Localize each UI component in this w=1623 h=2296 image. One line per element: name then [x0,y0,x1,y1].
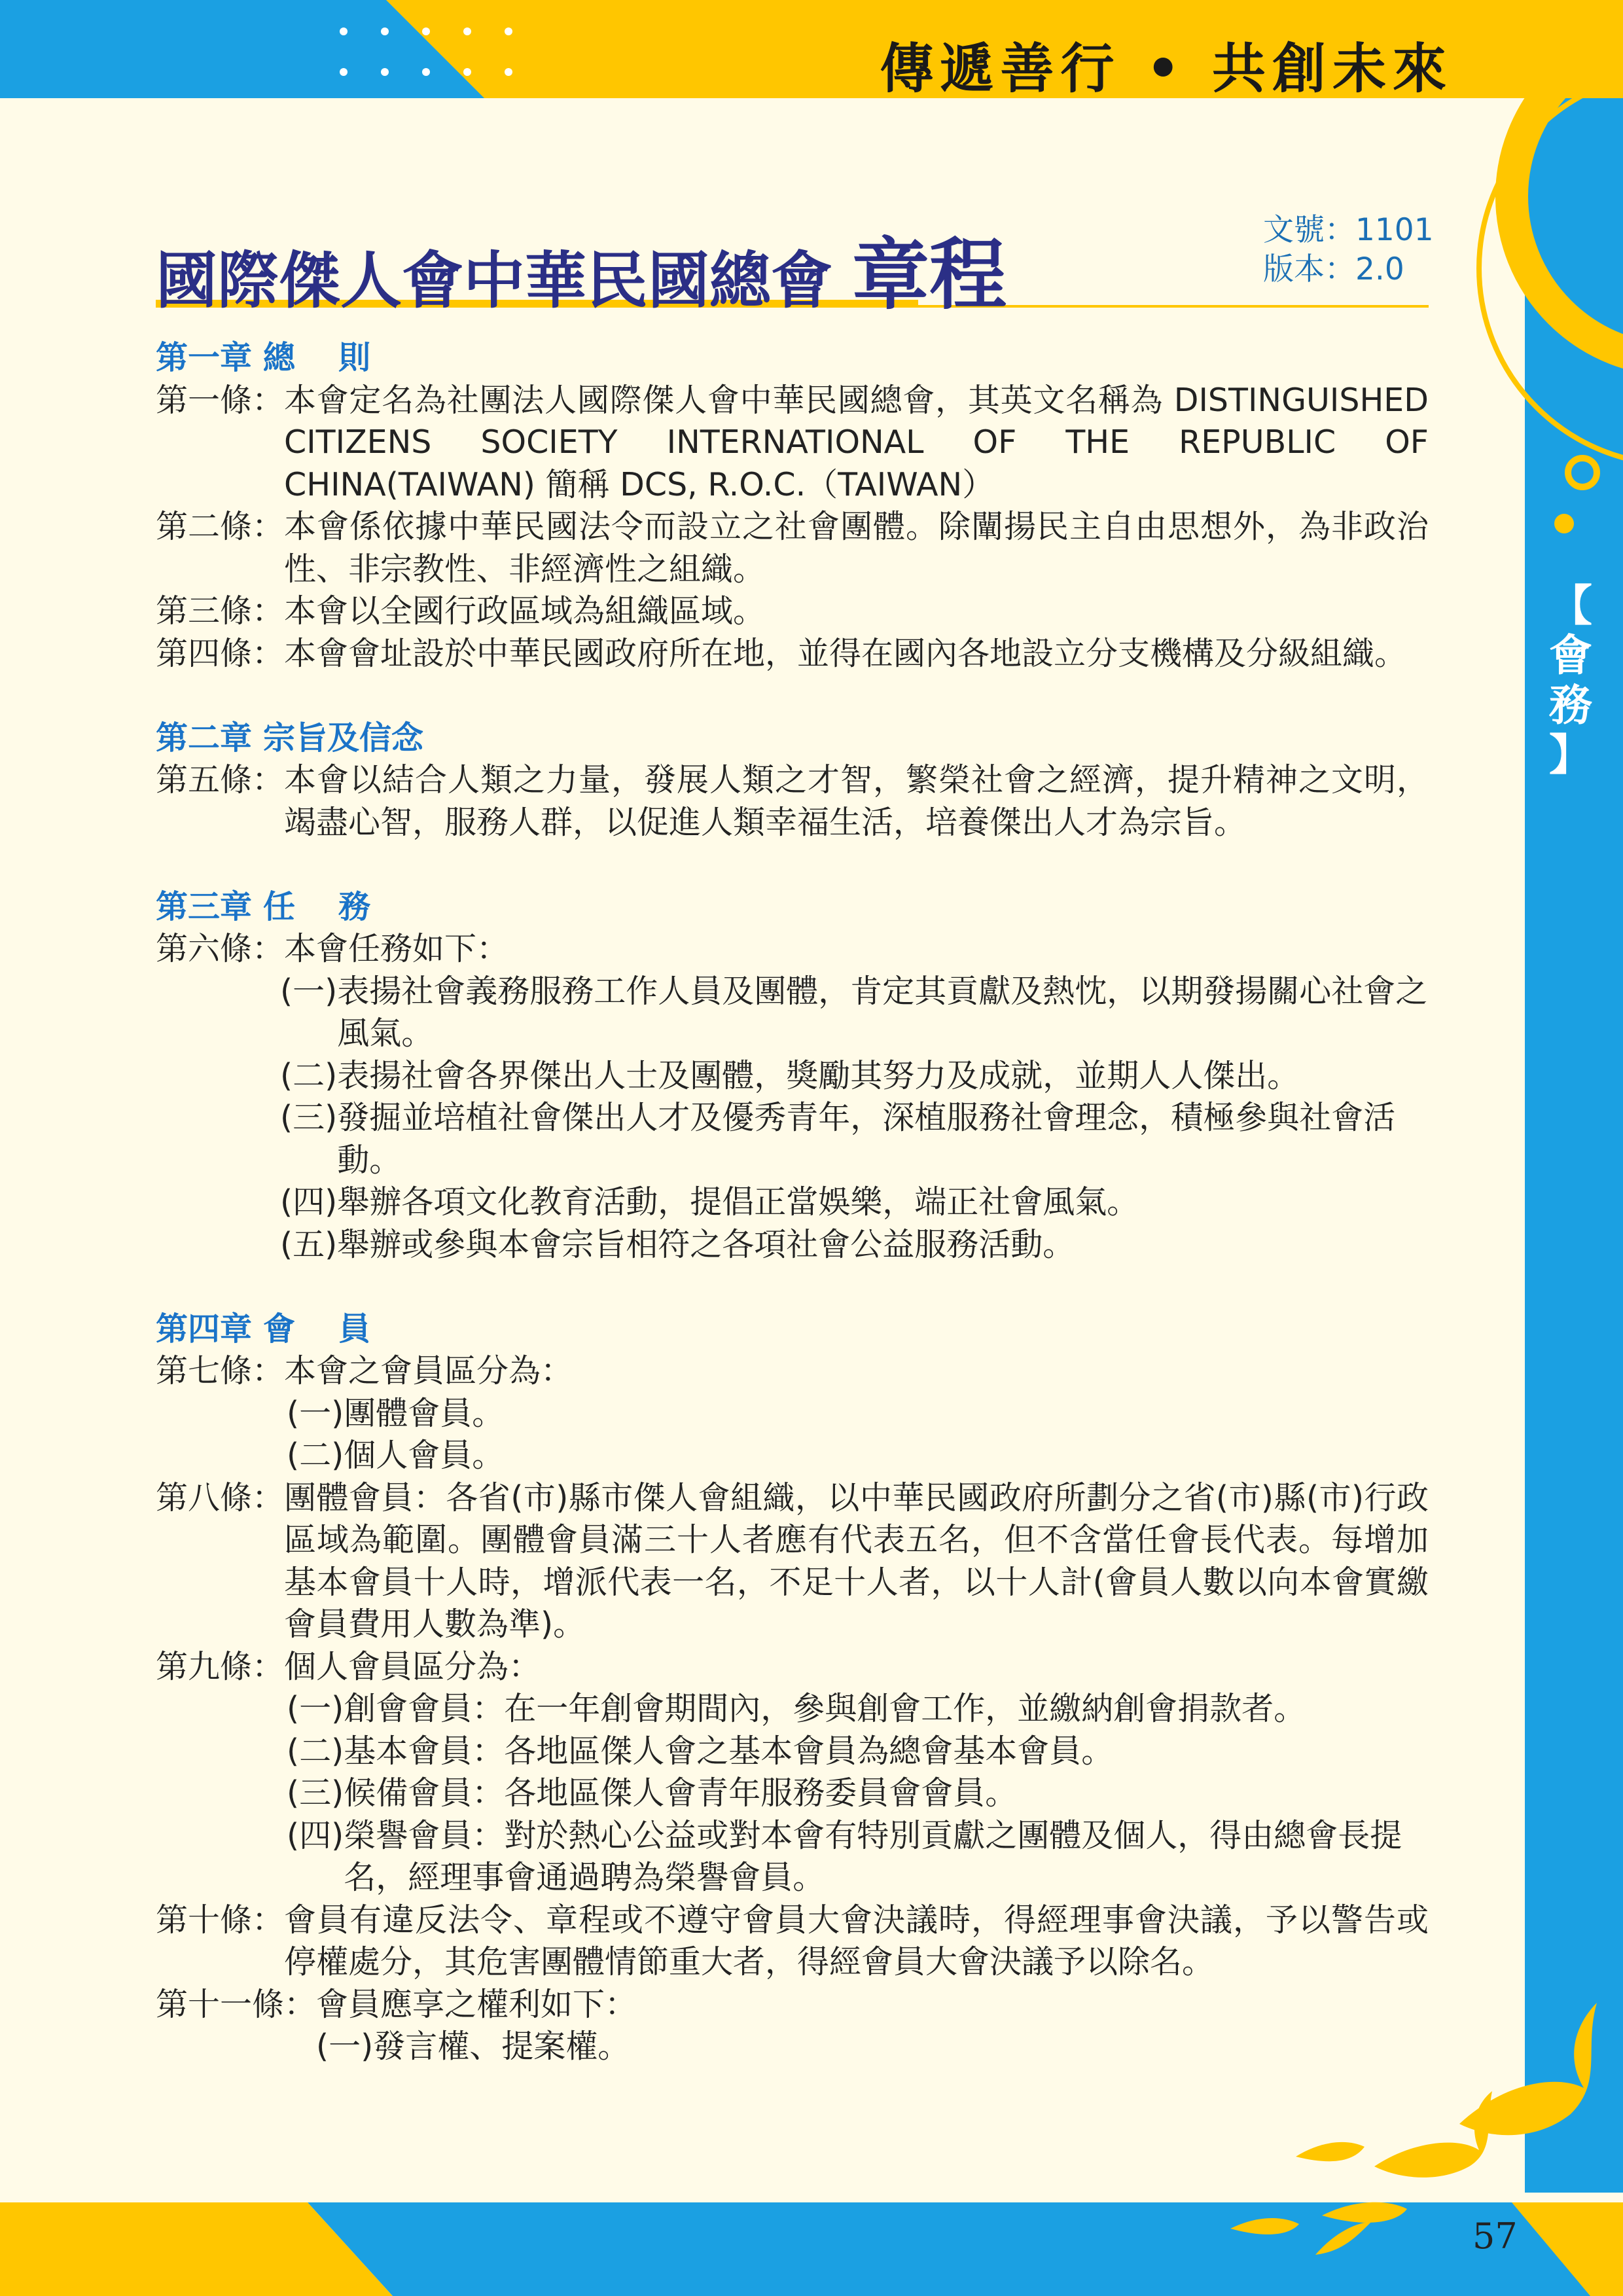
article [156,759,1429,844]
section-tag-char-2: 務 [1549,679,1592,730]
item-text: 基本會員：各地區傑人會之基本會員為總會基本會員。 [344,1732,1114,1770]
article [156,1646,1429,1689]
item-number: (二) [287,1732,344,1770]
spacer [156,1266,1429,1308]
article-text: 本會任務如下： [284,930,509,967]
article-label: 第四條： [156,634,285,672]
title-main: 國際傑人會中華民國總會 [156,245,833,317]
article [156,380,1429,507]
article [156,1477,1429,1646]
item-number: (二) [287,1437,344,1474]
chapter-heading: 第二章 宗旨及信念 [156,719,424,757]
doc-info [1263,211,1434,289]
article-text: 本會係依據中華民國法令而設立之社會團體。除闡揚民主自由思想外，為非政治性、非宗教性、非經濟性之組織。 [284,508,1429,588]
article-text: 本會以全國行政區域為組織區域。 [284,592,766,630]
doc-version: 版本：2.0 [1263,251,1404,288]
list-item [287,1772,1429,1815]
list-item [280,1181,1429,1224]
list-item [280,1055,1429,1098]
list-item [280,971,1429,1055]
list-item [287,1393,1429,1435]
item-text: 發言權、提案權。 [373,2028,630,2065]
item-text: 表揚社會各界傑出人士及團體，獎勵其努力及成就，並期人人傑出。 [337,1056,1300,1094]
deco-small-dot [1554,514,1574,533]
list-item [280,1097,1429,1181]
chapter-heading: 第四章 會 員 [156,1310,371,1348]
article-text: 本會以結合人類之力量，發展人類之才智，繁榮社會之經濟，提升精神之文明，竭盡心智，服務人群，以促進人類幸福生活，培養傑出人才為宗旨。 [284,761,1429,841]
section-tag-char-1: 會 [1549,630,1592,681]
section-tag-close: 】 [1549,729,1592,780]
page-number: 57 [1472,2215,1518,2257]
item-text: 團體會員。 [344,1394,505,1432]
item-number: (四) [280,1183,338,1221]
article-label: 第六條： [156,930,285,967]
list-item [280,1224,1429,1266]
item-text: 舉辦或參與本會宗旨相符之各項社會公益服務活動。 [337,1225,1075,1263]
list-item [287,1435,1429,1477]
footer-yellow-band [308,2202,1623,2296]
article [156,590,1429,633]
list-item [316,2026,1429,2068]
article-label: 第十一條： [156,1985,317,2023]
article-label: 第一條： [156,381,285,419]
article-text: 團體會員：各省(市)縣市傑人會組織，以中華民國政府所劃分之省(市)縣(市)行政區域為範圍。團體會員滿三十人者應有代表五名，但不含當任會長代表。每增加基本會員十人時，增派代表一名，不足十人者，以十人計(會員人數以向本會實繳會員費用人數為準)。 [284,1479,1429,1643]
item-text: 創會會員：在一年創會期間內，參與創會工作，並繳納創會捐款者。 [344,1690,1306,1727]
item-number: (四) [287,1816,344,1854]
item-text: 舉辦各項文化教育活動，提倡正當娛樂，端正社會風氣。 [337,1183,1139,1221]
item-number: (二) [280,1056,338,1094]
article-label: 第五條： [156,761,285,798]
item-number: (一) [287,1394,344,1432]
header-motto: 傳遞善行 • 共創未來 [880,37,1453,100]
article-text: 本會會址設於中華民國政府所在地，並得在國內各地設立分支機構及分級組織。 [284,634,1407,672]
section-tag-open: 【 [1549,581,1592,631]
chapter-heading: 第三章 任 務 [156,888,371,925]
item-text: 個人會員。 [344,1437,505,1474]
article-text: 本會之會員區分為： [284,1352,573,1390]
spacer [156,675,1429,717]
list-item [287,1731,1429,1773]
list-item [287,1815,1429,1899]
item-number: (三) [287,1774,344,1812]
article-text: 會員有違反法令、章程或不遵守會員大會決議時，得經理事會決議，予以警告或停權處分，其危害團體情節重大者，得經會員大會決議予以除名。 [284,1901,1429,1981]
bylaws-content [156,337,1429,2068]
article-label: 第八條： [156,1479,285,1516]
article-label: 第十條： [156,1901,285,1939]
doc-number: 文號：1101 [1263,212,1434,248]
item-number: (一) [287,1690,344,1727]
item-number: (一) [280,972,338,1010]
section-tag [1535,581,1607,780]
article-text: 會員應享之權利如下： [316,1985,637,2023]
article-label: 第二條： [156,508,285,545]
article-label: 第九條： [156,1647,285,1685]
list-item [287,1688,1429,1731]
item-number: (一) [316,2028,374,2065]
article-label: 第三條： [156,592,285,630]
article-label: 第七條： [156,1352,285,1390]
article [156,633,1429,675]
article [156,928,1429,971]
page-title [156,213,1007,324]
article [156,506,1429,590]
article [156,1899,1429,1984]
article [156,1350,1429,1393]
article-text: 本會定名為社團法人國際傑人會中華民國總會，其英文名稱為 DISTINGUISHED CITIZENS SOCIETY INTERNATIONAL OF THE REPUBLIC OF CHINA(TAIWAN) 簡稱 DCS, R.O.C.（TAIWAN） [284,381,1429,503]
spacer [156,844,1429,886]
item-number: (三) [280,1099,338,1136]
article [156,1984,1429,2026]
item-number: (五) [280,1225,338,1263]
item-text: 表揚社會義務服務工作人員及團體，肯定其貢獻及熱忱，以期發揚關心社會之風氣。 [337,972,1428,1052]
item-text: 候備會員：各地區傑人會青年服務委員會會員。 [344,1774,1018,1812]
chapter-heading: 第一章 總 則 [156,339,371,376]
item-text: 榮譽會員：對於熱心公益或對本會有特別貢獻之團體及個人，得由總會長提名，經理事會通過聘為榮譽會員。 [344,1816,1402,1896]
article-text: 個人會員區分為： [284,1647,541,1685]
item-text: 發掘並培植社會傑出人才及優秀青年，深植服務社會理念，積極參與社會活動。 [337,1099,1396,1179]
title-sub: 章程 [852,229,1007,320]
